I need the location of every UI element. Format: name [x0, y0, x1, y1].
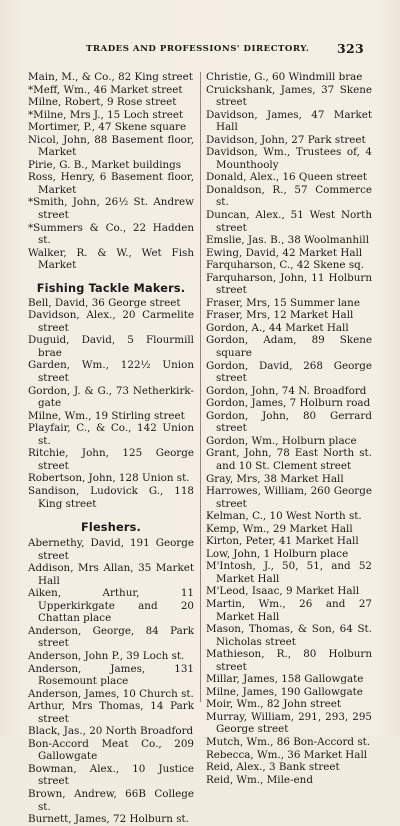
directory-entry: Walker, R. & W., Wet Fish Market [28, 246, 194, 272]
directory-entry: Nicol, John, 88 Basement floor, Market [28, 133, 194, 159]
directory-entry: Ross, Henry, 6 Basement floor, Market [28, 171, 194, 196]
directory-entry: Moir, Wm., 82 John street [206, 698, 342, 711]
directory-entry: Mutch, Wm., 86 Bon-Accord st. [206, 735, 371, 748]
directory-entry: Anderson, James, 131 Rosemount place [28, 662, 194, 688]
listing-continued [28, 71, 194, 272]
directory-entry: Anderson, James, 10 Church st. [28, 687, 194, 700]
directory-entry: Reid, Alex., 3 Bank street [206, 761, 340, 774]
directory-entry: Kirton, Peter, 41 Market Hall [206, 535, 359, 548]
listing-fishing-tackle [28, 297, 194, 510]
directory-entry: Davidson, Wm., Trustees of, 4 Mounthooly [206, 146, 372, 171]
directory-entry: Black, Jas., 20 North Broadford [28, 725, 194, 738]
directory-entry: Gordon, J. & G., 73 Netherkirk-gate [28, 384, 194, 410]
directory-entry: Kemp, Wm., 29 Market Hall [206, 522, 353, 535]
directory-entry: Garden, Wm., 122½ Union street [28, 359, 194, 385]
directory-entry: Rebecca, Wm., 36 Market Hall [206, 748, 368, 761]
directory-entry: Gray, Mrs, 38 Market Hall [206, 472, 344, 485]
directory-entry: Burnett, James, 72 Holburn st. [28, 813, 189, 826]
directory-entry: *Smith, John, 26½ St. Andrew street [28, 196, 194, 222]
directory-entry: Fraser, Mrs, 12 Market Hall [206, 309, 354, 322]
directory-entry: Farquharson, C., 42 Skene sq. [206, 259, 365, 272]
section-heading-fishing-tackle: Fishing Tackle Makers. [36, 281, 186, 295]
directory-entry: Milne, James, 190 Gallowgate [206, 685, 363, 698]
directory-entry: Christie, G., 60 Windmill brae [206, 71, 363, 83]
directory-entry: Pirie, G. B., Market buildings [28, 158, 182, 171]
directory-entry: Gordon, Wm., Holburn place [206, 434, 357, 447]
directory-entry: Anderson, George, 84 Park street [28, 624, 194, 650]
directory-entry: Cruickshank, James, 37 Skene street [206, 83, 372, 109]
directory-entry: Bon-Accord Meat Co., 209 Gallowgate [28, 737, 194, 763]
directory-entry: Low, John, 1 Holburn place [206, 547, 349, 560]
directory-entry: *Milne, Mrs J., 15 Loch street [28, 108, 184, 121]
directory-entry: Millar, James, 158 Gallowgate [206, 673, 364, 686]
directory-entry: Sandison, Ludovick G., 118 King street [28, 484, 194, 510]
directory-entry: Fraser, Mrs, 15 Summer lane [206, 296, 360, 309]
column-divider [200, 72, 201, 702]
directory-entry: Harrowes, William, 260 George street [206, 485, 372, 510]
directory-entry: Davidson, John, 27 Park street [206, 133, 366, 146]
directory-entry: Main, M., & Co., 82 King street [28, 71, 193, 83]
directory-entry: Reid, Wm., Mile-end [206, 773, 313, 786]
directory-entry: Gordon, David, 268 George street [206, 359, 372, 385]
running-title: TRADES AND PROFESSIONS' DIRECTORY. [86, 44, 310, 54]
directory-entry: Aiken, Arthur, 11 Upperkirkgate and 20 Chattan place [28, 587, 194, 625]
right-column [206, 71, 372, 786]
directory-entry: Emslie, Jas. B., 38 Woolmanhill [206, 234, 370, 247]
directory-entry: Ewing, David, 42 Market Hall [206, 246, 363, 259]
directory-entry: Gordon, A., 44 Market Hall [206, 321, 349, 334]
directory-entry: Bowman, Alex., 10 Justice street [28, 762, 194, 788]
directory-entry: Gordon, John, 80 Gerrard street [206, 409, 372, 435]
listing-fleshers [28, 537, 194, 826]
directory-entry: Anderson, John P., 39 Loch st. [28, 649, 185, 662]
directory-entry: Mortimer, P., 47 Skene square [28, 121, 187, 134]
directory-entry: Milne, Wm., 19 Stirling street [28, 409, 185, 422]
directory-entry: Gordon, James, 7 Holburn road [206, 397, 371, 410]
directory-entry: Grant, John, 78 East North st. and 10 St. Clement street [206, 447, 372, 472]
directory-entry: Gordon, Adam, 89 Skene square [206, 334, 372, 360]
page-header [60, 41, 364, 58]
directory-entry: M'Intosh, J., 50, 51, and 52 Market Hall [206, 560, 372, 585]
directory-entry: Gordon, John, 74 N. Broadford [206, 384, 367, 397]
directory-entry: Duncan, Alex., 51 West North street [206, 209, 372, 234]
directory-entry: M'Leod, Isaac, 9 Market Hall [206, 585, 360, 598]
left-column [28, 71, 194, 826]
directory-entry: Martin, Wm., 26 and 27 Market Hall [206, 597, 372, 623]
directory-entry: Brown, Andrew, 66B College st. [28, 787, 194, 813]
directory-entry: Donaldson, R., 57 Commerce st. [206, 183, 372, 209]
directory-entry: Milne, Robert, 9 Rose street [28, 96, 177, 109]
directory-entry: Mason, Thomas, & Son, 64 St. Nicholas street [206, 623, 372, 648]
directory-entry: Arthur, Mrs Thomas, 14 Park street [28, 700, 194, 725]
directory-entry: *Meff, Wm., 46 Market street [28, 83, 183, 96]
directory-entry: Murray, William, 291, 293, 295 George street [206, 710, 372, 736]
directory-entry: Addison, Mrs Allan, 35 Market Hall [28, 562, 194, 587]
section-heading-fleshers: Fleshers. [80, 521, 142, 535]
directory-entry: Robertson, John, 128 Union st. [28, 472, 190, 485]
directory-entry: Playfair, C., & Co., 142 Union st. [28, 422, 194, 447]
directory-entry: Donald, Alex., 16 Queen street [206, 171, 368, 184]
directory-entry: Farquharson, John, 11 Holburn street [206, 271, 372, 297]
directory-entry: Ritchie, John, 125 George street [28, 447, 194, 472]
directory-entry: Abernethy, David, 191 George street [28, 537, 194, 562]
directory-entry: Davidson, Alex., 20 Carmelite street [28, 309, 194, 334]
directory-entry: Kelman, C., 10 West North st. [206, 510, 362, 523]
listing-fleshers-continued [206, 71, 372, 786]
page-number: 323 [337, 41, 364, 56]
directory-entry: *Summers & Co., 22 Hadden st. [28, 221, 194, 247]
directory-entry: Davidson, James, 47 Market Hall [206, 108, 372, 134]
directory-entry: Mathieson, R., 80 Holburn street [206, 648, 372, 673]
directory-entry: Duguid, David, 5 Flourmill brae [28, 334, 194, 359]
directory-entry: Bell, David, 36 George street [28, 296, 181, 309]
